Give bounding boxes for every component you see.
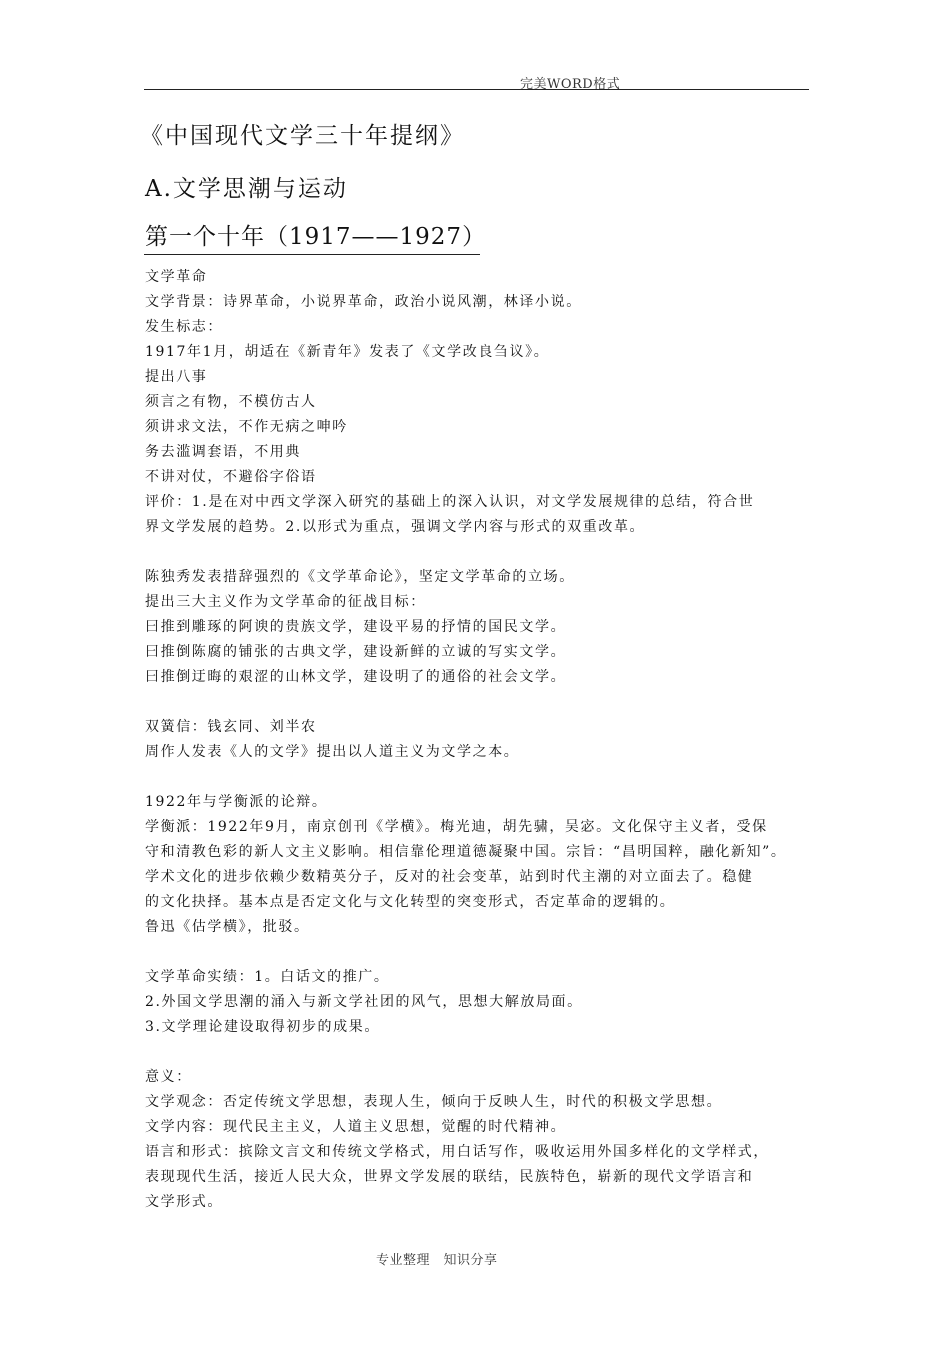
body-line: 周作人发表《人的文学》提出以人道主义为文学之本。 — [145, 744, 520, 760]
header-rule — [144, 89, 809, 90]
body-line: 界文学发展的趋势。2.以形式为重点，强调文学内容与形式的双重改革。 — [145, 519, 646, 535]
body-line: 守和清教色彩的新人文主义影响。相信靠伦理道德凝聚中国。宗旨：“昌明国粹，融化新知”。 — [145, 844, 787, 860]
body-line: 1917年1月，胡适在《新青年》发表了《文学改良刍议》。 — [145, 344, 550, 360]
body-line: 1922年与学衡派的论辩。 — [145, 794, 328, 810]
blank-line — [145, 765, 813, 790]
body-line: 文学内容：现代民主主义，人道主义思想，觉醒的时代精神。 — [145, 1119, 567, 1135]
blank-line — [145, 540, 813, 565]
body-line: 学术文化的进步依赖少数精英分子，反对的社会变革，站到时代主潮的对立面去了。稳健 — [145, 869, 754, 885]
body-line: 意义： — [145, 1069, 192, 1085]
section-heading: A.文学思潮与运动 — [145, 176, 348, 202]
body-line: 评价：1.是在对中西文学深入研究的基础上的深入认识，对文学发展规律的总结，符合世 — [145, 494, 755, 510]
body-line: 的文化抉择。基本点是否定文化与文化转型的突变形式，否定革命的逻辑的。 — [145, 894, 676, 910]
document-body — [145, 265, 813, 1215]
body-line: 语言和形式：摈除文言文和传统文学格式，用白话写作，吸收运用外国多样化的文学样式， — [145, 1144, 769, 1160]
blank-line — [145, 690, 813, 715]
period-heading-underline — [144, 254, 480, 255]
body-line: 文学背景：诗界革命，小说界革命，政治小说风潮，林译小说。 — [145, 294, 582, 310]
footer-text: 专业整理 知识分享 — [376, 1253, 498, 1268]
blank-line — [145, 940, 813, 965]
body-line: 3.文学理论建设取得初步的成果。 — [145, 1019, 380, 1035]
body-line: 文学观念：否定传统文学思想，表现人生，倾向于反映人生，时代的积极文学思想。 — [145, 1094, 723, 1110]
body-line: 务去滥调套语，不用典 — [145, 444, 301, 460]
body-line: 文学形式。 — [145, 1194, 223, 1210]
body-line: 须讲求文法，不作无病之呻吟 — [145, 419, 348, 435]
body-line: 曰推到雕琢的阿谀的贵族文学，建设平易的抒情的国民文学。 — [145, 619, 567, 635]
body-line: 提出三大主义作为文学革命的征战目标： — [145, 594, 426, 610]
body-line: 不讲对仗，不避俗字俗语 — [145, 469, 317, 485]
document-title: 《中国现代文学三十年提纲》 — [140, 123, 465, 149]
body-line: 2.外国文学思潮的涌入与新文学社团的风气，思想大解放局面。 — [145, 994, 583, 1010]
body-line: 陈独秀发表措辞强烈的《文学革命论》，坚定文学革命的立场。 — [145, 569, 575, 585]
body-line: 发生标志： — [145, 319, 223, 335]
blank-line — [145, 1040, 813, 1065]
body-line: 学衡派：1922年9月，南京创刊《学横》。梅光迪，胡先骕，吴宓。文化保守主义者，受保 — [145, 819, 768, 835]
body-line: 文学革命 — [145, 269, 208, 285]
body-line: 曰推倒陈腐的铺张的古典文学，建设新鲜的立诚的写实文学。 — [145, 644, 567, 660]
period-heading: 第一个十年（1917——1927） — [145, 224, 487, 250]
body-line: 表现现代生活，接近人民大众，世界文学发展的联结，民族特色，崭新的现代文学语言和 — [145, 1169, 754, 1185]
body-line: 提出八事 — [145, 369, 208, 385]
body-line: 须言之有物，不模仿古人 — [145, 394, 317, 410]
body-line: 双簧信：钱玄同、刘半农 — [145, 719, 317, 735]
header-text: 完美WORD格式 — [520, 77, 621, 92]
body-line: 曰推倒迂晦的艰涩的山林文学，建设明了的通俗的社会文学。 — [145, 669, 567, 685]
body-line: 鲁迅《估学横》，批驳。 — [145, 919, 310, 935]
body-line: 文学革命实绩：1。白话文的推广。 — [145, 969, 390, 985]
